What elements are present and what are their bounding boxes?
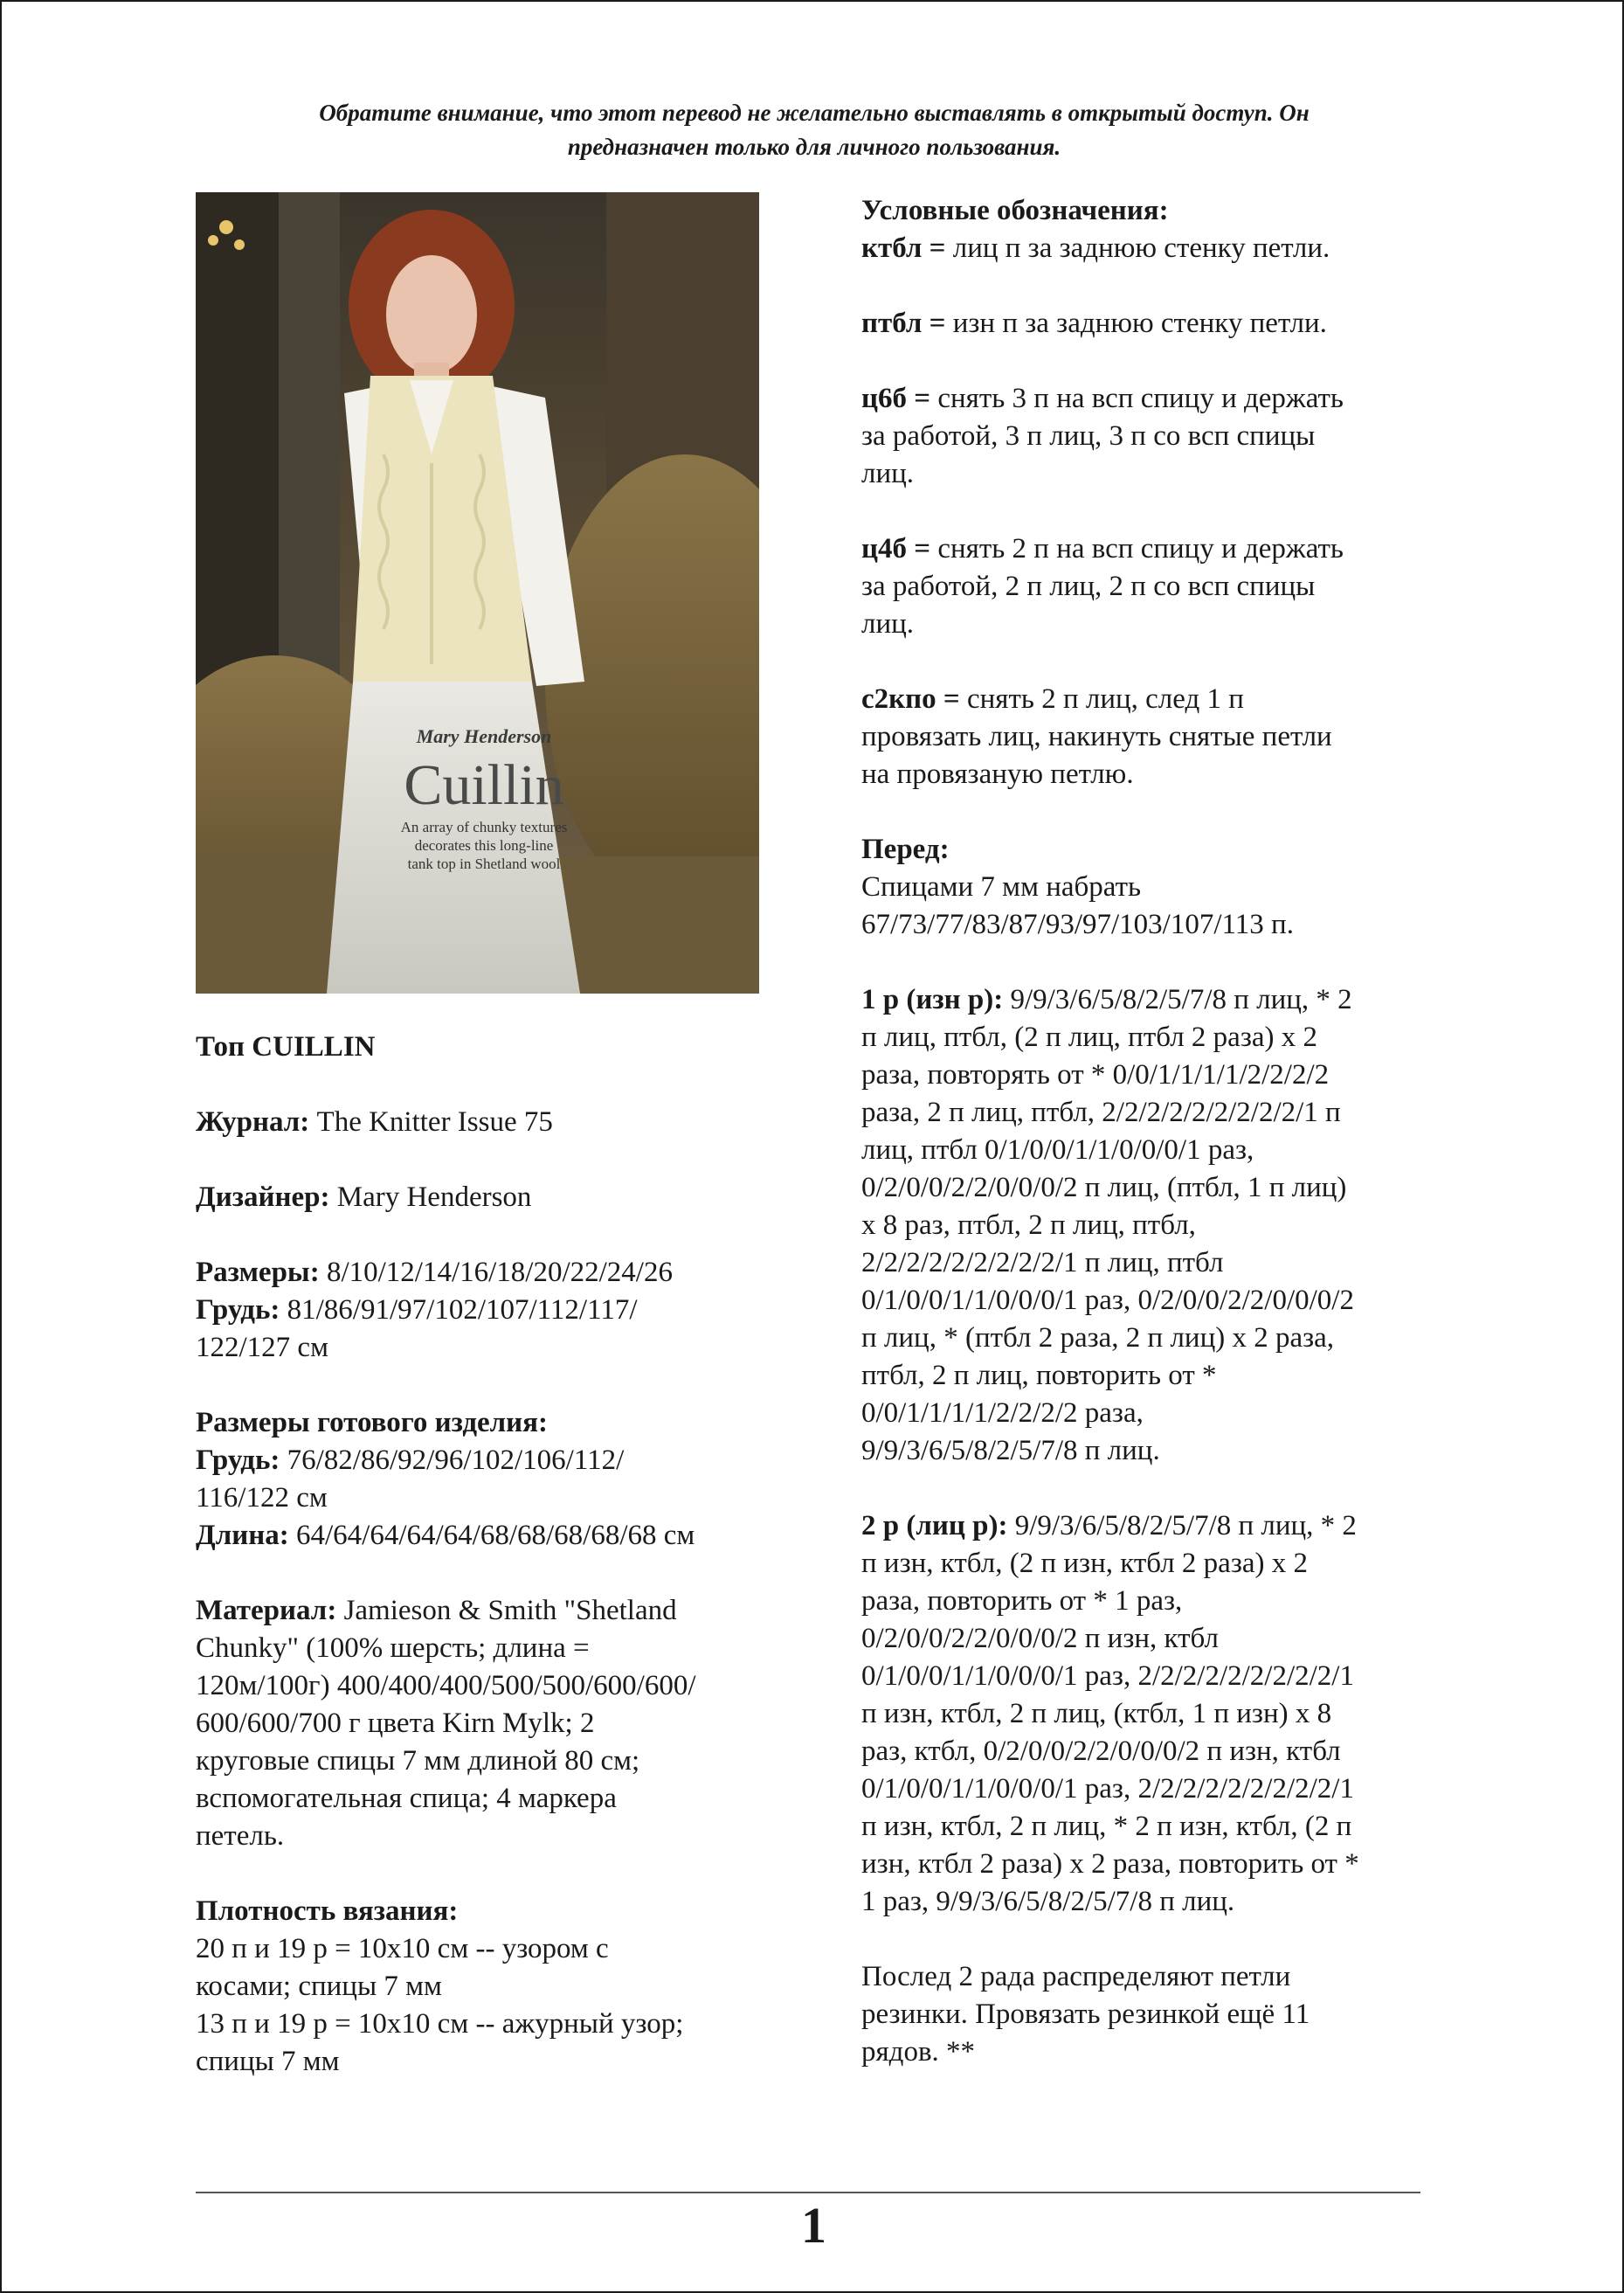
c6b-definition-line: лиц. <box>861 458 915 489</box>
journal-block <box>196 1104 790 1141</box>
pattern-info-column <box>196 1029 790 2118</box>
material-line: круговые спицы 7 мм длиной 80 см; <box>196 1745 640 1777</box>
designer-label: Дизайнер: <box>196 1181 330 1213</box>
ribbing-line: резинки. Провязать резинкой ещё 11 <box>861 1999 1310 2030</box>
c2kpo-definition: снять 2 п лиц, след 1 п <box>959 683 1244 715</box>
length-value: 64/64/64/64/64/68/68/68/68/68 см <box>288 1520 695 1551</box>
row-1-line: 9/9/3/6/5/8/2/5/7/8 п лиц. <box>861 1435 1160 1466</box>
notice-line-2: предназначен только для личного пользования. <box>567 134 1061 160</box>
finished-sizes-block <box>196 1404 790 1555</box>
front-line: 67/73/77/83/87/93/97/103/107/113 п. <box>861 909 1294 940</box>
journal-label: Журнал: <box>196 1106 310 1138</box>
row-2-line: 0/2/0/0/2/2/0/0/0/2 п изн, ктбл <box>861 1623 1219 1654</box>
row-1-line: лиц, птбл 0/1/0/0/1/1/0/0/0/1 раз, <box>861 1134 1254 1166</box>
notice-line-1: Обратите внимание, что этот перевод не желательно выставлять в открытый доступ. Он <box>319 100 1310 126</box>
chest-value: 81/86/91/97/102/107/112/117/ <box>280 1294 638 1326</box>
gauge-line: 13 п и 19 р = 10x10 см -- ажурный узор; <box>196 2008 684 2040</box>
pattern-title-block <box>196 1029 790 1066</box>
sizes-label: Размеры: <box>196 1257 320 1288</box>
ribbing-block <box>861 1958 1438 2071</box>
cover-author: Mary Henderson <box>416 725 552 747</box>
chest-label: Грудь: <box>196 1294 280 1326</box>
cover-tagline-2: decorates this long-line <box>414 837 554 854</box>
c4b-label: ц4б = <box>861 533 931 565</box>
chest-value-cont: 122/127 см <box>196 1332 328 1363</box>
material-line: вспомогательная спица; 4 маркера <box>196 1783 617 1814</box>
material-block <box>196 1592 790 1855</box>
row-2-line: 0/1/0/0/1/1/0/0/0/1 раз, 2/2/2/2/2/2/2/2/2/1 <box>861 1660 1354 1692</box>
row-2-line: 9/9/3/6/5/8/2/5/7/8 п лиц, * 2 <box>1007 1510 1357 1541</box>
cover-photo-illustration <box>196 192 759 994</box>
length-label: Длина: <box>196 1520 289 1551</box>
designer-value: Mary Henderson <box>329 1181 532 1213</box>
legend-c6b-block <box>861 380 1438 493</box>
c6b-definition: снять 3 п на всп спицу и держать <box>930 383 1344 414</box>
c6b-label: ц6б = <box>861 383 931 414</box>
finished-chest-value: 76/82/86/92/96/102/106/112/ <box>280 1444 625 1476</box>
legend-c4b-block <box>861 530 1438 643</box>
c2kpo-definition-line: на провязаную петлю. <box>861 759 1134 790</box>
legend-ktbl-block <box>861 192 1438 267</box>
journal-value: The Knitter Issue 75 <box>309 1106 553 1138</box>
row-1-line: 9/9/3/6/5/8/2/5/7/8 п лиц, * 2 <box>1003 984 1352 1015</box>
c4b-definition-line: за работой, 2 п лиц, 2 п со всп спицы <box>861 571 1316 602</box>
gauge-block <box>196 1893 790 2081</box>
cover-title: Cuillin <box>404 753 564 817</box>
cover-tagline-3: tank top in Shetland wool <box>407 856 561 872</box>
material-label: Материал: <box>196 1595 337 1626</box>
row-1-line: 0/0/1/1/1/1/2/2/2/2 раза, <box>861 1397 1144 1429</box>
cover-tagline-1: An array of chunky textures <box>400 819 568 835</box>
row-1-line: птбл, 2 п лиц, повторить от * <box>861 1360 1217 1391</box>
ktbl-definition: лиц п за заднюю стенку петли. <box>945 232 1330 264</box>
c4b-definition-line: лиц. <box>861 608 915 640</box>
ptbl-label: птбл = <box>861 308 946 339</box>
translation-notice <box>203 96 1426 164</box>
row-1-line: раза, повторять от * 0/0/1/1/1/1/2/2/2/2 <box>861 1059 1330 1091</box>
legend-heading: Условные обозначения: <box>861 195 1169 226</box>
ribbing-line: Послед 2 рада распределяют петли <box>861 1961 1291 1992</box>
front-line: Спицами 7 мм набрать <box>861 871 1142 903</box>
row-2-line: 0/1/0/0/1/1/0/0/0/1 раз, 2/2/2/2/2/2/2/2/2/1 <box>861 1773 1354 1805</box>
gauge-line: косами; спицы 7 мм <box>196 1971 442 2002</box>
legend-ptbl-block <box>861 305 1438 343</box>
finished-chest-value-cont: 116/122 см <box>196 1482 328 1514</box>
c4b-definition: снять 2 п на всп спицу и держать <box>930 533 1344 565</box>
row-1-line: 2/2/2/2/2/2/2/2/2/1 п лиц, птбл <box>861 1247 1224 1278</box>
ribbing-line: рядов. ** <box>861 2036 976 2068</box>
sizes-block <box>196 1254 790 1367</box>
row-1-line: 0/2/0/0/2/2/0/0/0/2 п лиц, (птбл, 1 п лиц) <box>861 1172 1347 1203</box>
row-1-block <box>861 981 1438 1470</box>
row-2-line: 1 раз, 9/9/3/6/5/8/2/5/7/8 п лиц. <box>861 1886 1235 1917</box>
material-line: Jamieson & Smith "Shetland <box>336 1595 677 1626</box>
row-1-line: п лиц, * (птбл 2 раза, 2 п лиц) x 2 раза, <box>861 1322 1335 1354</box>
c2kpo-definition-line: провязать лиц, накинуть снятые петли <box>861 721 1332 752</box>
ktbl-label: ктбл = <box>861 232 946 264</box>
front-heading: Перед: <box>861 834 950 865</box>
ptbl-definition: изн п за заднюю стенку петли. <box>945 308 1327 339</box>
row-2-line: изн, ктбл 2 раза) x 2 раза, повторить от * <box>861 1848 1359 1880</box>
row-2-line: раз, ктбл, 0/2/0/0/2/2/0/0/0/2 п изн, ктбл <box>861 1735 1341 1767</box>
c6b-definition-line: за работой, 3 п лиц, 3 п со всп спицы <box>861 420 1316 452</box>
pattern-title: Топ CUILLIN <box>196 1031 376 1063</box>
material-line: 600/600/700 г цвета Kirn Mylk; 2 <box>196 1708 595 1739</box>
row-1-line: 0/1/0/0/1/1/0/0/0/1 раз, 0/2/0/0/2/2/0/0/0/2 <box>861 1285 1354 1316</box>
row-1-line: раза, 2 п лиц, птбл, 2/2/2/2/2/2/2/2/2/1 п <box>861 1097 1341 1128</box>
row-2-line: п изн, ктбл, 2 п лиц, * 2 п изн, ктбл, (2 п <box>861 1811 1352 1842</box>
finished-sizes-heading: Размеры готового изделия: <box>196 1407 549 1438</box>
gauge-heading: Плотность вязания: <box>196 1895 459 1927</box>
sizes-value: 8/10/12/14/16/18/20/22/24/26 <box>319 1257 673 1288</box>
row-1-line: п лиц, птбл, (2 п лиц, птбл 2 раза) x 2 <box>861 1022 1317 1053</box>
row-1-label: 1 р (изн р): <box>861 984 1004 1015</box>
material-line: петель. <box>196 1820 285 1852</box>
gauge-line: спицы 7 мм <box>196 2046 340 2077</box>
page-number: 1 <box>801 2197 826 2254</box>
designer-block <box>196 1179 790 1216</box>
instructions-column <box>861 192 1438 2109</box>
front-block <box>861 831 1438 944</box>
material-line: 120м/100г) 400/400/400/500/500/600/600/ <box>196 1670 696 1701</box>
row-2-line: раза, повторить от * 1 раз, <box>861 1585 1183 1617</box>
row-1-line: x 8 раз, птбл, 2 п лиц, птбл, <box>861 1209 1196 1241</box>
footer-divider <box>196 2192 1420 2193</box>
row-2-label: 2 р (лиц р): <box>861 1510 1008 1541</box>
row-2-block <box>861 1507 1438 1921</box>
cover-photo <box>196 192 759 994</box>
finished-chest-label: Грудь: <box>196 1444 280 1476</box>
row-2-line: п изн, ктбл, 2 п лиц, (ктбл, 1 п изн) x 8 <box>861 1698 1332 1729</box>
c2kpo-label: c2кпо = <box>861 683 960 715</box>
material-line: Chunky" (100% шерсть; длина = <box>196 1632 590 1664</box>
row-2-line: п изн, ктбл, (2 п изн, ктбл 2 раза) x 2 <box>861 1548 1309 1579</box>
gauge-line: 20 п и 19 р = 10x10 см -- узором с <box>196 1933 609 1964</box>
legend-c2kpo-block <box>861 681 1438 793</box>
